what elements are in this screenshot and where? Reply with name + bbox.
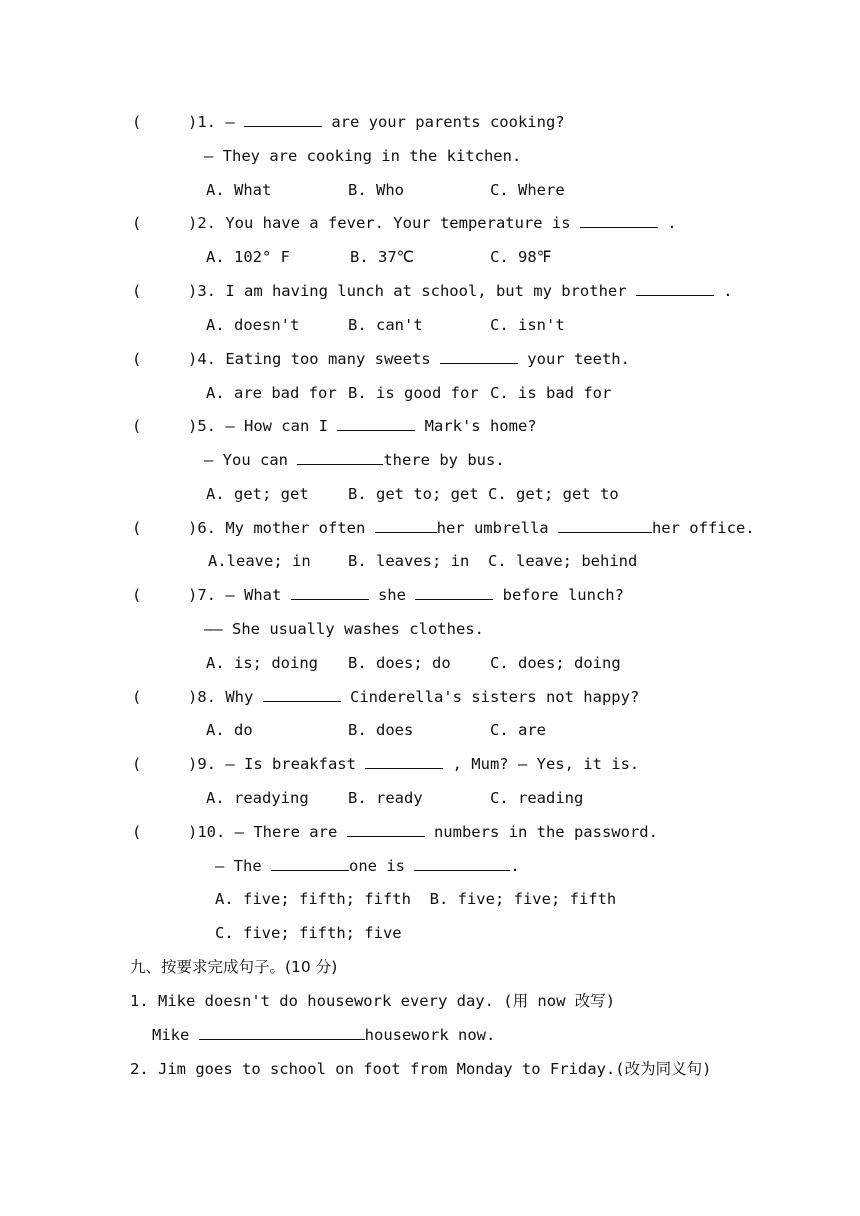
question-3-stem <box>132 281 733 301</box>
answer-blank <box>297 450 383 465</box>
question-9-stem-end: , Mum? — Yes, it is. <box>443 755 640 773</box>
section-9-q1-prefix: Mike <box>152 1026 199 1044</box>
answer-blank <box>558 518 652 533</box>
question-5-answer-end: there by bus. <box>383 451 505 469</box>
answer-blank <box>291 585 369 600</box>
question-7-option-a: A. is; doing <box>206 654 318 672</box>
question-8-option-c: C. are <box>490 721 546 739</box>
question-6-prefix: ( )6. My mother often <box>132 519 375 537</box>
section-9-question-1: 1. Mike doesn't do housework every day. (用 now 改写) <box>130 992 616 1010</box>
question-10-answer-end: . <box>510 857 520 875</box>
answer-blank <box>580 213 658 228</box>
question-3-prefix: ( )3. I am having lunch at school, but my brother <box>132 282 636 300</box>
question-5-answer-line <box>204 450 505 470</box>
question-3-option-c: C. isn't <box>490 316 565 334</box>
question-10-options-line-1: A. five; fifth; fifth B. five; five; fifth <box>215 890 617 908</box>
answer-blank <box>199 1025 365 1040</box>
question-7-option-c: C. does; doing <box>490 654 621 672</box>
section-9-heading: 九、按要求完成句子。(10 分) <box>130 958 338 976</box>
question-7-stem-end: before lunch? <box>493 586 624 604</box>
question-8-stem <box>132 687 639 707</box>
answer-blank <box>244 112 322 127</box>
question-10-stem <box>132 822 658 842</box>
answer-blank <box>271 856 349 871</box>
question-8-prefix: ( )8. Why <box>132 688 263 706</box>
answer-blank <box>636 281 714 296</box>
section-9-q1-end: housework now. <box>364 1026 496 1044</box>
question-7-mid: she <box>368 586 416 604</box>
question-1-prefix: ( )1. — <box>132 113 244 131</box>
question-10-options-line-2: C. five; fifth; five <box>215 924 402 942</box>
question-8-option-a: A. do <box>206 721 253 739</box>
question-6-option-c: C. leave; behind <box>488 552 638 570</box>
question-2-option-b: B. 37℃ <box>350 248 415 266</box>
section-9-question-1-answer-line <box>152 1025 495 1045</box>
answer-blank <box>337 416 415 431</box>
question-4-option-a: A. are bad for <box>206 384 337 402</box>
question-7-answer-line: —— She usually washes clothes. <box>204 620 484 638</box>
answer-blank <box>440 349 518 364</box>
question-9-stem <box>132 754 639 774</box>
question-8-stem-end: Cinderella's sisters not happy? <box>340 688 640 706</box>
question-6-option-b: B. leaves; in <box>348 552 470 570</box>
question-7-option-b: B. does; do <box>348 654 451 672</box>
question-5-stem-end: Mark's home? <box>415 417 537 435</box>
question-3-stem-end: . <box>713 282 733 300</box>
question-10-stem-end: numbers in the password. <box>424 823 658 841</box>
question-6-option-a: A.leave; in <box>208 552 311 570</box>
answer-blank <box>414 856 510 871</box>
question-9-option-c: C. reading <box>490 789 584 807</box>
question-9-option-a: A. readying <box>206 789 309 807</box>
question-6-stem-end: her office. <box>651 519 755 537</box>
question-6-stem <box>132 518 755 538</box>
question-3-option-a: A. doesn't <box>206 316 300 334</box>
answer-blank <box>365 754 443 769</box>
question-5-prefix: ( )5. — How can I <box>132 417 338 435</box>
question-2-prefix: ( )2. You have a fever. Your temperature is <box>132 214 580 232</box>
question-10-answer-mid: one is <box>349 857 415 875</box>
question-5-option-b: B. get to; get <box>348 485 479 503</box>
question-4-prefix: ( )4. Eating too many sweets <box>132 350 440 368</box>
question-2-option-a: A. 102° F <box>206 248 290 266</box>
question-10-answer-prefix: — The <box>215 857 271 875</box>
question-4-stem <box>132 349 630 369</box>
question-1-answer-line: — They are cooking in the kitchen. <box>204 147 522 165</box>
question-5-stem <box>132 416 537 436</box>
question-2-stem <box>132 213 677 233</box>
question-5-answer-prefix: — You can <box>204 451 298 469</box>
question-1-option-c: C. Where <box>490 181 565 199</box>
answer-blank <box>347 822 425 837</box>
answer-blank <box>415 585 493 600</box>
question-2-option-c: C. 98℉ <box>490 248 552 266</box>
question-4-stem-end: your teeth. <box>517 350 630 368</box>
question-10-prefix: ( )10. — There are <box>132 823 347 841</box>
question-9-option-b: B. ready <box>348 789 423 807</box>
answer-blank <box>263 687 341 702</box>
answer-blank <box>375 518 437 533</box>
question-6-mid: her umbrella <box>436 519 558 537</box>
question-1-stem-end: are your parents cooking? <box>321 113 565 131</box>
question-7-stem <box>132 585 624 605</box>
question-2-stem-end: . <box>657 214 677 232</box>
question-3-option-b: B. can't <box>348 316 423 334</box>
question-1-option-b: B. Who <box>348 181 404 199</box>
question-4-option-b: B. is good for <box>348 384 479 402</box>
question-10-answer-line <box>215 856 520 876</box>
question-5-option-a: A. get; get <box>206 485 309 503</box>
question-1-stem <box>132 112 565 132</box>
question-7-prefix: ( )7. — What <box>132 586 291 604</box>
question-5-option-c: C. get; get to <box>488 485 619 503</box>
section-9-question-2: 2. Jim goes to school on foot from Monday to Friday.(改为同义句) <box>130 1060 712 1078</box>
question-8-option-b: B. does <box>348 721 414 739</box>
question-1-option-a: A. What <box>206 181 272 199</box>
question-9-prefix: ( )9. — Is breakfast <box>132 755 366 773</box>
question-4-option-c: C. is bad for <box>490 384 612 402</box>
